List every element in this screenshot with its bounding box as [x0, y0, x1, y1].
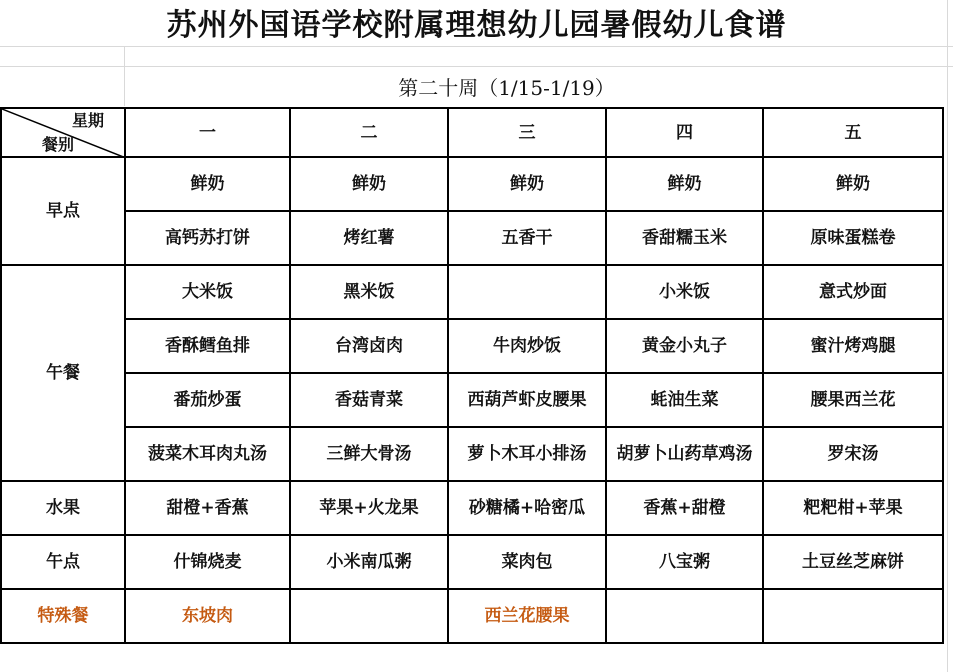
table-cell: 西兰花腰果 [448, 589, 606, 643]
table-cell: 砂糖橘+哈密瓜 [448, 481, 606, 535]
table-cell: 烤红薯 [290, 211, 448, 265]
table-row [1, 211, 943, 265]
corner-cell [1, 108, 125, 157]
table-cell: 高钙苏打饼 [125, 211, 290, 265]
table-cell: 牛肉炒饭 [448, 319, 606, 373]
table-cell [763, 589, 943, 643]
table-cell: 鲜奶 [290, 157, 448, 211]
day-header-tue: 二 [290, 108, 448, 157]
table-cell: 苹果+火龙果 [290, 481, 448, 535]
table-row [1, 427, 943, 481]
table-cell: 小米饭 [606, 265, 763, 319]
table-cell [606, 589, 763, 643]
table-cell: 土豆丝芝麻饼 [763, 535, 943, 589]
table-cell: 萝卜木耳小排汤 [448, 427, 606, 481]
table-cell: 蜜汁烤鸡腿 [763, 319, 943, 373]
table-cell: 香甜糯玉米 [606, 211, 763, 265]
page-title: 苏州外国语学校附属理想幼儿园暑假幼儿食谱 [166, 8, 787, 43]
table-cell: 蚝油生菜 [606, 373, 763, 427]
day-header-thu: 四 [606, 108, 763, 157]
corner-weekday-label: 星期 [71, 111, 104, 130]
table-cell: 香蕉+甜橙 [606, 481, 763, 535]
table-row [1, 589, 943, 643]
table-cell: 鲜奶 [606, 157, 763, 211]
meal-label-fruit: 水果 [1, 481, 125, 535]
menu-table [0, 107, 944, 644]
day-header-mon: 一 [125, 108, 290, 157]
table-row [1, 481, 943, 535]
table-cell: 鲜奶 [448, 157, 606, 211]
meal-label-snack: 午点 [1, 535, 125, 589]
table-cell: 八宝粥 [606, 535, 763, 589]
table-cell: 三鲜大骨汤 [290, 427, 448, 481]
week-subtitle-text: 第二十周（1/15-1/19） [398, 76, 615, 100]
table-cell: 腰果西兰花 [763, 373, 943, 427]
table-cell: 黄金小丸子 [606, 319, 763, 373]
header-row [1, 108, 943, 157]
table-cell: 胡萝卜山药草鸡汤 [606, 427, 763, 481]
table-cell: 罗宋汤 [763, 427, 943, 481]
table-cell: 什锦烧麦 [125, 535, 290, 589]
table-row [1, 319, 943, 373]
table-cell: 菠菜木耳肉丸汤 [125, 427, 290, 481]
table-cell: 东坡肉 [125, 589, 290, 643]
table-cell: 意式炒面 [763, 265, 943, 319]
table-cell [448, 265, 606, 319]
corner-meal-label: 餐别 [42, 135, 75, 154]
table-cell [290, 589, 448, 643]
table-cell: 粑粑柑+苹果 [763, 481, 943, 535]
day-header-wed: 三 [448, 108, 606, 157]
table-cell: 黑米饭 [290, 265, 448, 319]
table-cell: 西葫芦虾皮腰果 [448, 373, 606, 427]
meal-label-special: 特殊餐 [1, 589, 125, 643]
table-cell: 菜肉包 [448, 535, 606, 589]
table-cell: 大米饭 [125, 265, 290, 319]
meal-label-lunch: 午餐 [1, 265, 125, 481]
table-cell: 原味蛋糕卷 [763, 211, 943, 265]
gridline [0, 46, 953, 47]
gridline [0, 66, 953, 67]
table-row [1, 265, 943, 319]
week-subtitle [0, 74, 953, 102]
meal-label-breakfast: 早点 [1, 157, 125, 265]
table-row [1, 535, 943, 589]
table-cell: 鲜奶 [763, 157, 943, 211]
table-row [1, 157, 943, 211]
table-cell: 香菇青菜 [290, 373, 448, 427]
table-cell: 番茄炒蛋 [125, 373, 290, 427]
table-cell: 甜橙+香蕉 [125, 481, 290, 535]
table-cell: 五香干 [448, 211, 606, 265]
day-header-fri: 五 [763, 108, 943, 157]
table-cell: 台湾卤肉 [290, 319, 448, 373]
table-row [1, 373, 943, 427]
table-cell: 鲜奶 [125, 157, 290, 211]
table-cell: 香酥鳕鱼排 [125, 319, 290, 373]
table-cell: 小米南瓜粥 [290, 535, 448, 589]
